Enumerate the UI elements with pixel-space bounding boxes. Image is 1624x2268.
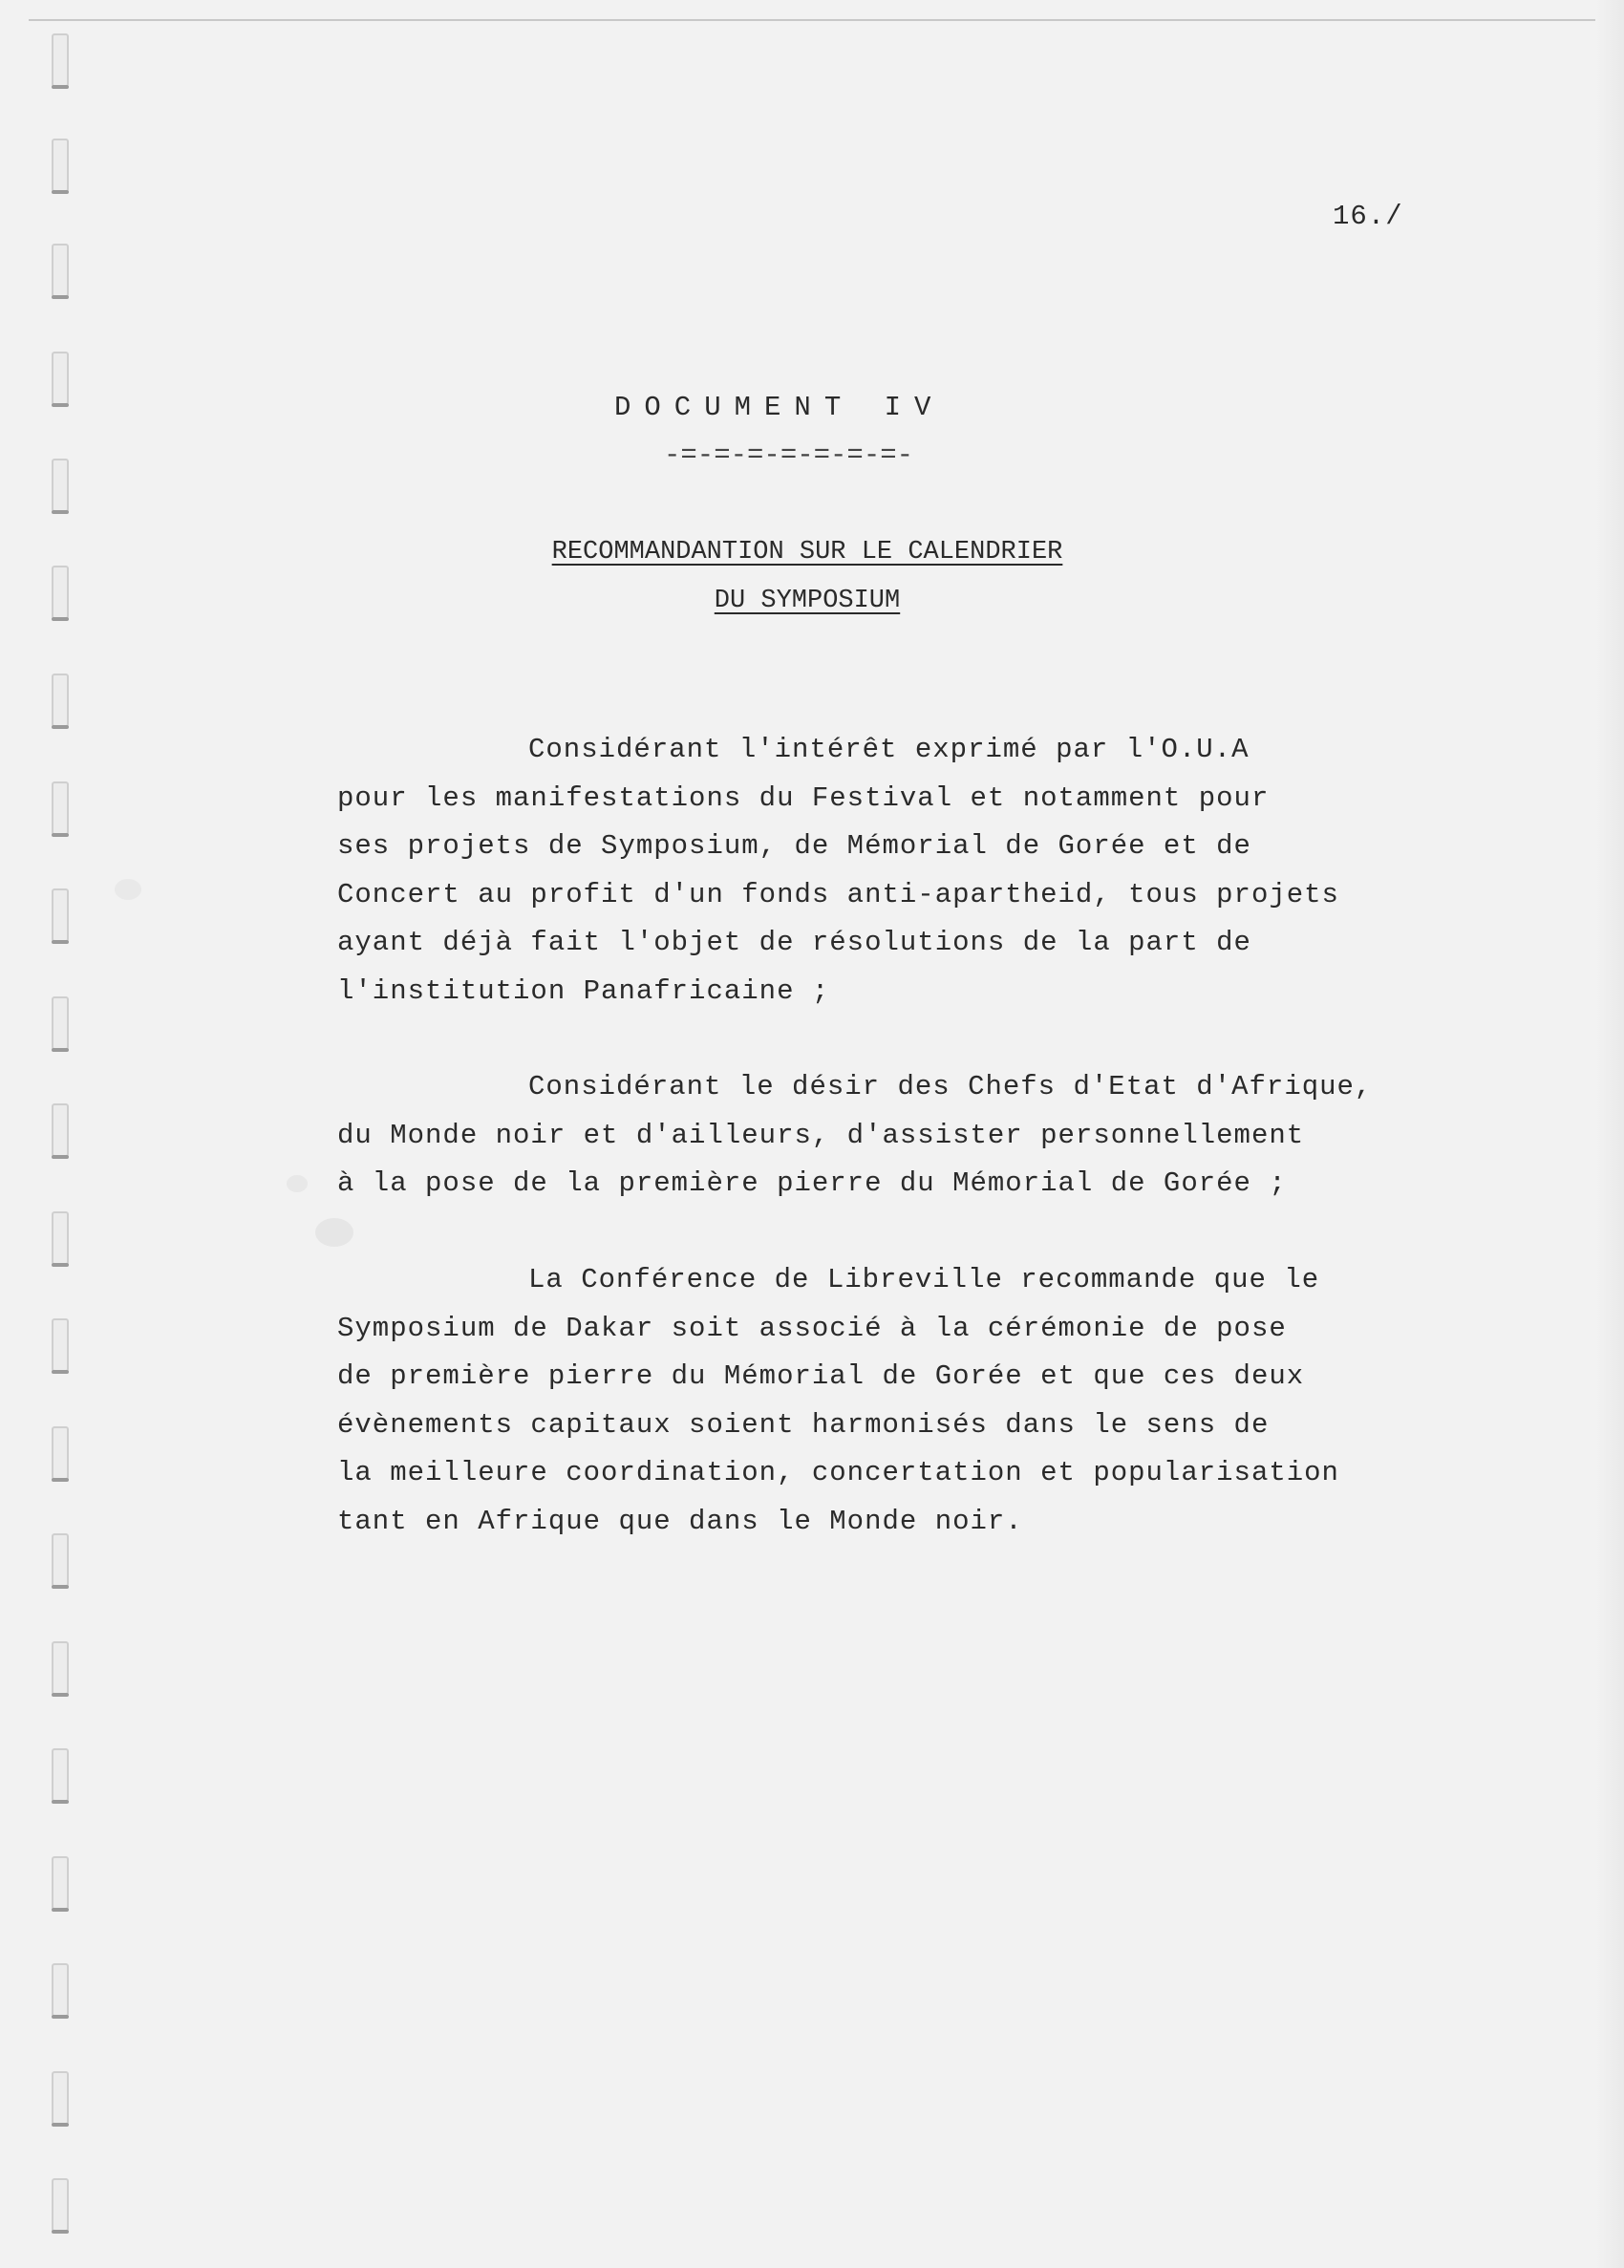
paragraph-line: à la pose de la première pierre du Mémorial de Gorée ; <box>337 1167 1287 1199</box>
paragraph-line: Considérant l'intérêt exprimé par l'O.U.A <box>528 734 1250 765</box>
binding-ring <box>52 1748 69 1802</box>
binding-ring <box>52 674 69 727</box>
paper-speck <box>115 879 141 900</box>
page-right-edge <box>1595 0 1624 2268</box>
paragraph-considerant-chefs-etat <box>337 1063 1484 1209</box>
binding-ring <box>52 2071 69 2125</box>
binding-ring <box>52 459 69 512</box>
paragraph-line: ayant déjà fait l'objet de résolutions de la part de <box>337 927 1251 958</box>
paragraph-line: du Monde noir et d'ailleurs, d'assister personnellement <box>337 1119 1305 1151</box>
paragraph-conference-recommande <box>337 1256 1484 1546</box>
heading-line-1: RECOMMANDANTION SUR LE CALENDRIER <box>551 538 1063 567</box>
paragraph-line: la meilleure coordination, concertation et popularisation <box>337 1457 1339 1488</box>
binding-ring <box>52 1963 69 2017</box>
paper-speck <box>315 1218 353 1247</box>
binding-ring <box>52 1103 69 1157</box>
paragraph-line: Considérant le désir des Chefs d'Etat d'Afrique, <box>528 1071 1373 1102</box>
binding-ring <box>52 1533 69 1587</box>
binding-ring <box>52 2178 69 2232</box>
spiral-binding <box>46 0 75 2268</box>
recommendation-heading <box>0 538 1614 567</box>
binding-ring <box>52 1318 69 1372</box>
binding-ring <box>52 244 69 297</box>
paragraph-line: tant en Afrique que dans le Monde noir. <box>337 1505 1023 1537</box>
paper-speck <box>287 1175 308 1192</box>
paragraph-line: ses projets de Symposium, de Mémorial de Gorée et de <box>337 830 1251 862</box>
binding-ring <box>52 33 69 87</box>
binding-ring <box>52 1641 69 1695</box>
paragraph-line: de première pierre du Mémorial de Gorée et que ces deux <box>337 1360 1305 1392</box>
paragraph-line: évènements capitaux soient harmonisés dans le sens de <box>337 1408 1270 1441</box>
binding-ring <box>52 1211 69 1265</box>
page-number: 16./ <box>1333 201 1403 232</box>
paragraph-line: La Conférence de Libreville recommande que le <box>528 1264 1320 1295</box>
binding-ring <box>52 996 69 1050</box>
paragraph-line: Symposium de Dakar soit associé à la cérémonie de pose <box>337 1312 1287 1344</box>
paragraph-line: l'institution Panafricaine ; <box>337 974 830 1007</box>
paragraph-line: Concert au profit d'un fonds anti-apartheid, tous projets <box>337 878 1339 910</box>
binding-ring <box>52 352 69 405</box>
paragraph-line: pour les manifestations du Festival et notamment pour <box>337 781 1270 814</box>
document-title: DOCUMENT IV <box>614 392 945 423</box>
page-top-edge <box>29 19 1595 21</box>
binding-ring <box>52 1426 69 1480</box>
document-title-rule: -=-=-=-=-=-=-=- <box>664 439 914 471</box>
heading-line-2: DU SYMPOSIUM <box>714 587 901 615</box>
binding-ring <box>52 781 69 835</box>
recommendation-heading-continued <box>0 587 1614 615</box>
binding-ring <box>52 1856 69 1910</box>
binding-ring <box>52 139 69 192</box>
binding-ring <box>52 888 69 942</box>
paragraph-considerant-oua <box>337 726 1484 1016</box>
